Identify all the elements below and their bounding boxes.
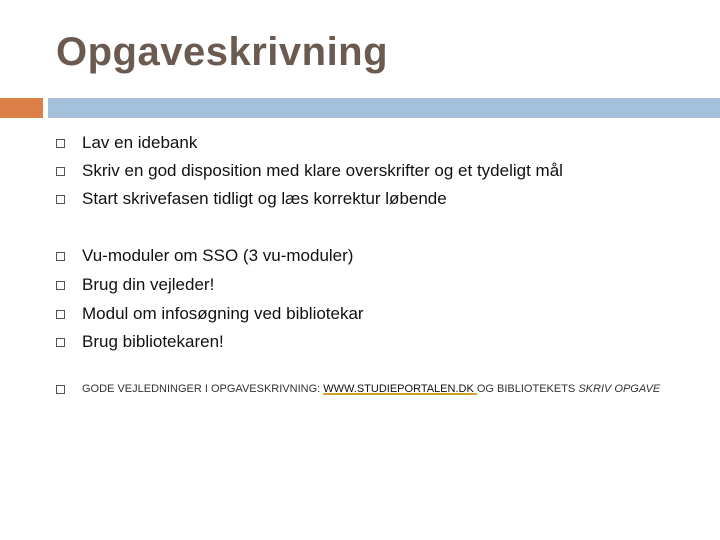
footer-note-item bbox=[56, 381, 696, 397]
bullet-item bbox=[56, 133, 197, 153]
bullet-text: Skriv en god disposition med klare overskrifter og et tydeligt mål bbox=[82, 161, 563, 180]
bullet-item bbox=[56, 161, 563, 181]
footer-note-italic: SKRIV OPGAVE bbox=[578, 383, 661, 395]
footer-note-prefix: GODE VEJLEDNINGER I OPGAVESKRIVNING: bbox=[82, 383, 324, 395]
square-bullet-icon bbox=[56, 252, 65, 261]
bullet-item bbox=[56, 304, 364, 324]
square-bullet-icon bbox=[56, 338, 65, 347]
bullet-text: Modul om infosøgning ved bibliotekar bbox=[82, 304, 364, 323]
bullet-text: Lav en idebank bbox=[82, 133, 198, 152]
square-bullet-icon bbox=[56, 281, 65, 290]
footer-note-middle: OG BIBLIOTEKETS bbox=[476, 383, 579, 395]
bullet-text: Start skrivefasen tidligt og læs korrektur løbende bbox=[82, 189, 447, 208]
title-underline-bar bbox=[48, 98, 720, 118]
accent-bar bbox=[0, 98, 43, 118]
square-bullet-icon bbox=[56, 167, 65, 176]
square-bullet-icon bbox=[56, 195, 65, 204]
bullet-text: Vu-moduler om SSO (3 vu-moduler) bbox=[82, 246, 354, 265]
bullet-item bbox=[56, 246, 353, 266]
square-bullet-icon bbox=[56, 139, 65, 148]
bullet-item bbox=[56, 275, 214, 295]
footer-note-text bbox=[82, 381, 660, 397]
bullet-text: Brug bibliotekaren! bbox=[82, 332, 224, 351]
bullet-text: Brug din vejleder! bbox=[82, 275, 215, 294]
bullet-item bbox=[56, 189, 447, 209]
square-bullet-icon bbox=[56, 385, 65, 394]
bullet-item bbox=[56, 332, 224, 352]
studieportalen-link[interactable]: WWW.STUDIEPORTALEN.DK bbox=[323, 383, 477, 395]
square-bullet-icon bbox=[56, 310, 65, 319]
slide-title: Opgaveskrivning bbox=[56, 30, 389, 74]
